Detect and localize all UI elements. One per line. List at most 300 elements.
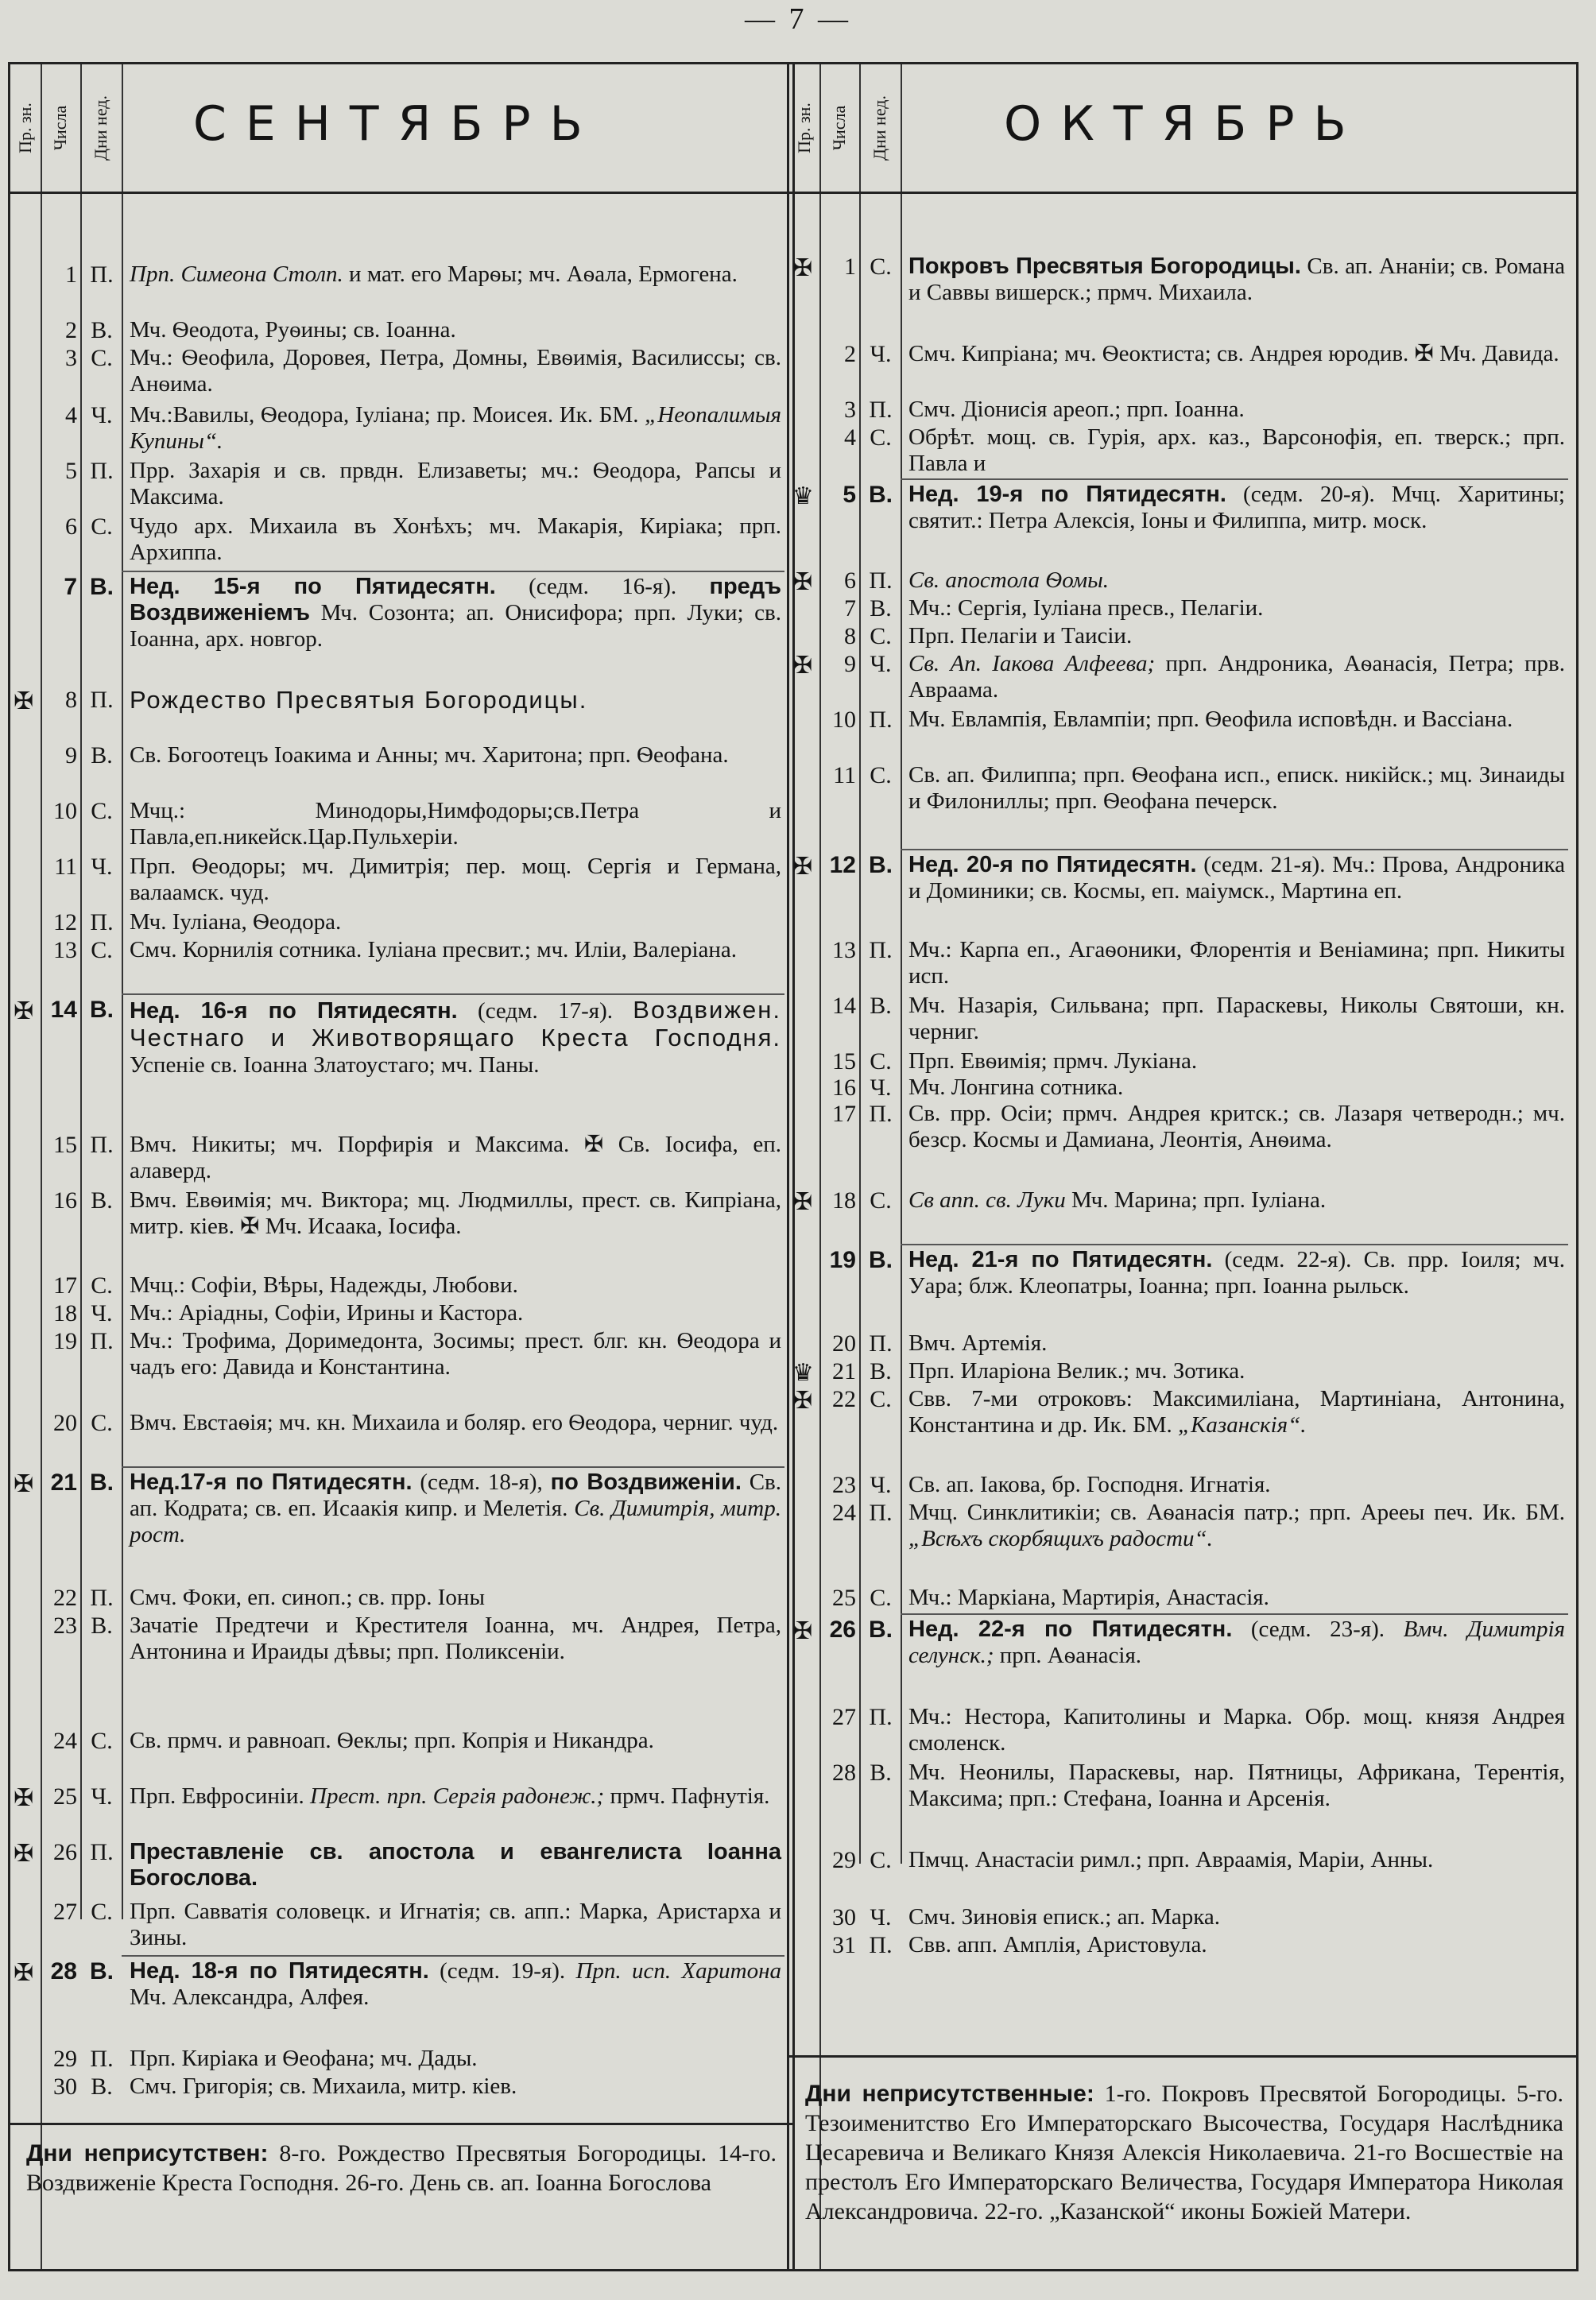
weekday: П. (90, 2046, 114, 2072)
text-segment: Нед. 18-я по Пятидесятн. (130, 1958, 429, 1984)
text-segment: Зачатіе Предтечи и Крестителя Іоанна, мч. Андрея, Петра, Антонина и Ираиды дѣвы; прп. Поликсеніи. (130, 1613, 781, 1664)
header-weekday-label: Дни нед. (870, 95, 889, 161)
entry-text (130, 1300, 781, 1326)
day-number: 12 (53, 909, 77, 935)
day-number: 15 (832, 1048, 856, 1074)
entry-text (130, 261, 781, 288)
sunday-rule (901, 1613, 1568, 1615)
text-segment: Смч. Кипріана; мч. Ѳеоктиста; св. Андрея юродив. ✠ Мч. Давида. (908, 341, 1559, 366)
weekday: П. (869, 1500, 893, 1526)
page-number: — 7 — (745, 2, 851, 36)
text-segment: прмч. Пафнутія. (604, 1783, 770, 1809)
entry-text (908, 1904, 1565, 1930)
entry-text (908, 707, 1565, 733)
text-segment: (седм. 22-я). Св. прр. Іоиля; мч. Уара; блж. Клеопатры, Іоанна; прп. Іоанна рыльск. (908, 1247, 1565, 1299)
entry-text (130, 937, 781, 963)
weekday: П. (90, 1132, 114, 1158)
weekday: В. (870, 1358, 892, 1384)
weekday: С. (870, 1386, 892, 1412)
weekday: В. (870, 993, 892, 1019)
text-segment: Мч. Неонилы, Параскевы, нар. Пятницы, Африкана, Терентія, Максима; прп.: Стефана, Іоанна и Арсенія. (908, 1760, 1565, 1811)
entry-text (130, 798, 781, 850)
text-segment: Мчц. Синклитикіи; св. Аѳанасія патр.; прп. Арееы печ. Ик. БМ. (908, 1500, 1565, 1525)
day-number: 31 (832, 1932, 856, 1958)
weekday: С. (91, 1899, 113, 1925)
entry-text (908, 567, 1565, 594)
day-number: 16 (53, 1187, 77, 1214)
text-segment: Обрѣт. мощ. св. Гурія, арх. каз., Варсонофія, еп. тверск.; прп. Павла и (908, 424, 1565, 476)
weekday: Ч. (870, 651, 892, 677)
text-segment: Мч. Александра, Алфея. (130, 1984, 370, 2010)
entry-text (908, 1358, 1565, 1384)
feast-sign-icon: ✠ (14, 1784, 34, 1812)
entry-text (130, 317, 781, 343)
weekday: С. (91, 1272, 113, 1299)
header-date-column (41, 64, 82, 192)
notes-divider (789, 2055, 1576, 2058)
feast-sign-icon: ✠ (792, 652, 813, 680)
weekday: В. (870, 595, 892, 621)
day-number: 10 (53, 798, 77, 824)
text-segment: Нед. 16-я по Пятидесятн. (130, 998, 458, 1024)
header-sign-label: Пр. зн. (15, 103, 35, 153)
header-weekday-label: Дни нед. (91, 95, 110, 161)
day-number: 30 (832, 1904, 856, 1930)
day-number: 5 (843, 482, 856, 508)
text-segment: Св. Богоотецъ Іоакима и Анны; мч. Харитона; прп. Ѳеофана. (130, 742, 729, 768)
text-segment: Св. ап. Филиппа; прп. Ѳеофана исп., еписк. никійск.; мц. Зинаиды и Филониллы; прп. Ѳеофана печерск. (908, 762, 1565, 814)
entry-text (908, 1472, 1565, 1498)
weekday: П. (90, 1328, 114, 1354)
text-segment: Прп. Киріака и Ѳеофана; мч. Дады. (130, 2046, 478, 2071)
weekday: С. (91, 798, 113, 824)
header-weekday-column (859, 64, 902, 192)
text-segment: Мч.: Маркіана, Мартирія, Анастасія. (908, 1585, 1269, 1610)
weekday: Ч. (91, 1300, 113, 1326)
day-number: 2 (844, 341, 856, 367)
text-segment: Мч.: Сергія, Іуліана пресв., Пелагіи. (908, 595, 1264, 621)
entry-text (130, 909, 781, 935)
sunday-rule (122, 1466, 784, 1468)
text-segment: Мчц.: Минодоры,Нимфодоры;св.Петра и Павла,еп.никейск.Цар.Пульхеріи. (130, 798, 781, 850)
day-number: 27 (53, 1899, 77, 1925)
sunday-rule (901, 849, 1568, 850)
text-segment: Свв. апп. Амплія, Аристовула. (908, 1932, 1207, 1957)
entry-text (908, 1617, 1565, 1669)
entry-text (908, 623, 1565, 649)
text-segment: (седм. 20-я). Мчц. Харитины; святит.: Петра Алексія, Іоны и Филиппа, митр. моск. (908, 482, 1565, 533)
day-number: 24 (53, 1728, 77, 1754)
weekday: П. (90, 909, 114, 935)
text-segment: Прест. прп. Сергія радонеж.; (310, 1783, 605, 1809)
day-number: 19 (829, 1247, 856, 1273)
entry-text (908, 424, 1565, 477)
text-segment: „Неопалимыя Купины“. (130, 402, 781, 454)
sunday-rule (901, 478, 1568, 480)
weekday: П. (869, 1101, 893, 1127)
weekday: П. (90, 458, 114, 484)
weekday: В. (91, 317, 113, 343)
day-number: 22 (832, 1386, 856, 1412)
entry-text (908, 1101, 1565, 1153)
text-segment: Вмч. Артемія. (908, 1330, 1048, 1356)
entry-text (908, 762, 1565, 815)
text-segment: Мч. Ѳеодота, Руѳины; св. Іоанна. (130, 317, 456, 343)
day-number: 11 (54, 854, 77, 880)
text-segment: Прп. Евфросиніи. (130, 1783, 310, 1809)
weekday: В. (869, 482, 893, 508)
entry-text (908, 1048, 1565, 1074)
feast-sign-icon: ✠ (792, 254, 813, 282)
day-number: 26 (53, 1839, 77, 1865)
feast-sign-icon: ♛ (792, 1359, 814, 1387)
text-segment: Мч. Лонгина сотника. (908, 1074, 1124, 1100)
weekday: С. (870, 1187, 892, 1214)
weekday: В. (869, 852, 893, 878)
weekday: П. (869, 1932, 893, 1958)
day-number: 1 (65, 261, 77, 288)
entry-text (130, 854, 781, 906)
feast-sign-icon: ✠ (792, 1387, 813, 1415)
weekday: С. (91, 1728, 113, 1754)
entry-text (130, 1410, 781, 1436)
weekday: С. (870, 424, 892, 451)
text-segment: Смч. Фоки, еп. синоп.; св. прр. Іоны (130, 1585, 485, 1610)
weekday: В. (870, 1760, 892, 1786)
feast-sign-icon: ✠ (14, 687, 34, 715)
text-segment: Чудо арх. Михаила въ Хонѣхъ; мч. Макарія, Киріака; прп. Архиппа. (130, 513, 781, 565)
weekday: С. (870, 1847, 892, 1873)
text-segment: Св. ап. Кодрата; св. еп. Исаакія кипр. и Мелетія. (130, 1469, 781, 1521)
entry-text (130, 1958, 781, 2011)
day-number: 8 (65, 687, 77, 713)
entry-text (130, 1328, 781, 1380)
weekday: Ч. (870, 1074, 892, 1101)
weekday: П. (90, 687, 114, 713)
entry-text (908, 937, 1565, 989)
text-segment: (седм. 19-я). (428, 1958, 576, 1984)
day-number: 3 (65, 345, 77, 371)
entry-text (908, 595, 1565, 621)
day-number: 21 (50, 1469, 77, 1496)
text-segment: „Всѣхъ скорбящихъ радости“. (908, 1526, 1213, 1551)
day-number: 14 (832, 993, 856, 1019)
day-number: 4 (65, 402, 77, 428)
entry-text (908, 254, 1565, 306)
entry-text (908, 1247, 1565, 1299)
weekday: С. (870, 1585, 892, 1611)
column-divider (122, 194, 123, 1919)
entry-text (908, 1074, 1565, 1101)
text-segment: Св. Димитрія, митр. рост. (130, 1496, 782, 1547)
day-number: 28 (50, 1958, 77, 1984)
text-segment: Св. Ап. Іакова Алфеева; (908, 651, 1156, 676)
text-segment: Св. прр. Осіи; прмч. Андрея критск.; св. Лазаря четверодн.; мч. безср. Космы и Дамиана, Леонтія, Анѳима. (908, 1101, 1565, 1152)
sunday-rule (122, 571, 784, 572)
text-segment: Прп. Ѳеодоры; мч. Димитрія; пер. мощ. Сергія и Германа, валаамск. чуд. (130, 854, 781, 905)
text-segment: Мч.: Аріадны, Софіи, Ирины и Кастора. (130, 1300, 524, 1326)
day-number: 10 (832, 707, 856, 733)
entry-text (130, 1469, 781, 1548)
text-segment: Смч. Корнилія сотника. Іуліана пресвит.; мч. Иліи, Валеріана. (130, 937, 738, 962)
notes-divider (10, 2123, 792, 2125)
text-segment: Мч.: Ѳеофила, Доровея, Петра, Домны, Евѳимія, Василиссы; св. Анѳима. (130, 345, 781, 397)
text-segment: (седм. 16-я). (495, 574, 710, 599)
september-notes (26, 2139, 777, 2197)
weekday: С. (91, 1410, 113, 1436)
day-number: 15 (53, 1132, 77, 1158)
day-number: 25 (832, 1585, 856, 1611)
day-number: 5 (65, 458, 77, 484)
day-number: 7 (844, 595, 856, 621)
entry-text (130, 1728, 781, 1754)
entry-text (130, 345, 781, 397)
entry-text (908, 1585, 1565, 1611)
day-number: 13 (832, 937, 856, 963)
day-number: 21 (832, 1358, 856, 1384)
entry-text (130, 1585, 781, 1611)
entry-text (130, 1613, 781, 1665)
october-column (787, 62, 1579, 2271)
entry-text (130, 1839, 781, 1891)
weekday: П. (869, 707, 893, 733)
text-segment: Мчц.: Софіи, Вѣры, Надежды, Любови. (130, 1272, 518, 1298)
entry-text (130, 997, 781, 1078)
day-number: 22 (53, 1585, 77, 1611)
text-segment: Успеніе св. Іоанна Златоустаго; мч. Паны. (130, 1052, 540, 1078)
entry-text (130, 458, 781, 510)
entry-text (130, 1132, 781, 1184)
day-number: 29 (53, 2046, 77, 2072)
month-title-september: СЕНТЯБРЬ (193, 96, 602, 152)
header-date-label: Числа (50, 105, 70, 151)
day-number: 9 (844, 651, 856, 677)
entry-text (130, 742, 781, 769)
entry-text (908, 993, 1565, 1045)
entry-text (130, 574, 781, 652)
text-segment: прп. Аѳанасія. (994, 1643, 1142, 1668)
day-number: 18 (832, 1187, 856, 1214)
day-number: 27 (832, 1704, 856, 1730)
text-segment: Св. апостола Ѳомы. (908, 567, 1110, 593)
text-segment: Нед.17-я по Пятидесятн. (130, 1469, 413, 1495)
header-sign-column (10, 64, 42, 192)
text-segment: (седм. 23-я). (1232, 1617, 1404, 1642)
weekday: В. (91, 2073, 113, 2100)
september-header (10, 64, 792, 194)
text-segment: (седм. 17-я). (457, 998, 633, 1024)
weekday: В. (90, 997, 114, 1023)
text-segment: Св апп. св. Луки (908, 1187, 1066, 1213)
notes-text: 8-го. Рождество Пресвятыя Богородицы. 14-го. Воздвиженіе Креста Господня. 26-го. День св. ап. Іоанна Богослова (26, 2140, 777, 2196)
text-segment: по Воздвиженіи. (550, 1469, 742, 1495)
text-segment: Мч.: Трофима, Доримедонта, Зосимы; прест. блг. кн. Ѳеодора и чадъ его: Давида и Константина. (130, 1328, 781, 1380)
header-date-column (819, 64, 861, 192)
sunday-rule (122, 1955, 784, 1957)
notes-heading: Дни неприсутствен: (26, 2140, 269, 2166)
feast-sign-icon: ♛ (792, 482, 814, 510)
day-number: 17 (53, 1272, 77, 1299)
header-sign-label: Пр. зн. (794, 103, 814, 153)
text-segment: Мч. Назарія, Сильвана; прп. Параскевы, Николы Святоши, кн. черниг. (908, 993, 1565, 1044)
weekday: В. (869, 1617, 893, 1643)
day-number: 11 (833, 762, 856, 788)
text-segment: Прп. Симеона Столп. (130, 261, 343, 287)
day-number: 2 (65, 317, 77, 343)
text-segment: Вмч. Димитрія селунск.; (908, 1617, 1565, 1668)
text-segment: Прп. Иларіона Велик.; мч. Зотика. (908, 1358, 1245, 1384)
text-segment: Нед. 21-я по Пятидесятн. (908, 1247, 1213, 1272)
weekday: В. (869, 1247, 893, 1273)
day-number: 3 (844, 397, 856, 423)
weekday: С. (91, 345, 113, 371)
text-segment: (седм. 18-я), (412, 1469, 551, 1495)
day-number: 8 (844, 623, 856, 649)
text-segment: Воздвижен. Честнаго и Животворящаго Креста Господня. (130, 996, 781, 1051)
entry-text (130, 2046, 781, 2072)
text-segment: Св. ап. Ананіи; св. Романа и Саввы вишерск.; прмч. Михаила. (908, 254, 1565, 305)
entry-text (908, 1932, 1565, 1958)
october-header (789, 64, 1576, 194)
weekday: В. (90, 1469, 114, 1496)
entry-text (908, 482, 1565, 534)
text-segment: „Казанскія“. (1178, 1412, 1307, 1438)
day-number: 16 (832, 1074, 856, 1101)
entry-text (908, 1187, 1565, 1214)
day-number: 25 (53, 1783, 77, 1810)
weekday: П. (869, 1704, 893, 1730)
day-number: 9 (65, 742, 77, 769)
feast-sign-icon: ✠ (792, 1188, 813, 1216)
text-segment: Прп. Савватія соловецк. и Игнатія; св. апп.: Марка, Аристарха и Зины. (130, 1899, 781, 1950)
notes-text: 1-го. Покровъ Пресвятой Богородицы. 5-го. Тезоименитство Его Императорскаго Высочества, Государя Наслѣдника Цесаревича и Великаго Князя Алексія Николаевича. 21-го Восшествіе на престолъ Его Императорскаго Величества, Государя Императора Николая Александровича. 22-го. „Казанской“ иконы Божіей Матери. (805, 2081, 1563, 2224)
notes-heading: Дни неприсутственные: (805, 2081, 1094, 2107)
weekday: С. (870, 762, 892, 788)
weekday: Ч. (870, 1904, 892, 1930)
entry-text (130, 402, 781, 455)
entry-text (130, 1187, 781, 1240)
day-number: 13 (53, 937, 77, 963)
text-segment: Нед. 22-я по Пятидесятн. (908, 1617, 1233, 1642)
feast-sign-icon: ✠ (14, 1959, 34, 1987)
day-number: 29 (832, 1847, 856, 1873)
text-segment: Рождество Пресвятыя Богородицы. (130, 686, 588, 714)
day-number: 19 (53, 1328, 77, 1354)
day-number: 24 (832, 1500, 856, 1526)
entry-text (130, 687, 781, 714)
text-segment: Нед. 19-я по Пятидесятн. (908, 482, 1226, 507)
entry-text (130, 1899, 781, 1951)
entry-text (908, 1704, 1565, 1756)
day-number: 12 (829, 852, 856, 878)
september-column (8, 62, 795, 2271)
day-number: 17 (832, 1101, 856, 1127)
text-segment: Мч.: Нестора, Капитолины и Марка. Обр. мощ. князя Андрея смоленск. (908, 1704, 1565, 1756)
day-number: 1 (844, 254, 856, 280)
entry-text (908, 1330, 1565, 1357)
entry-text (130, 513, 781, 566)
text-segment: Смч. Григорія; св. Михаила, митр. кіев. (130, 2073, 517, 2099)
text-segment: Нед. 15-я по Пятидесятн. (130, 574, 496, 599)
weekday: П. (90, 261, 114, 288)
day-number: 6 (65, 513, 77, 540)
text-segment: Мч.:Вавилы, Ѳеодора, Іуліана; пр. Моисея. Ик. БМ. (130, 402, 645, 428)
entry-text (908, 397, 1565, 423)
weekday: Ч. (91, 402, 113, 428)
day-number: 6 (844, 567, 856, 594)
weekday: Ч. (870, 341, 892, 367)
text-segment: Вмч. Никиты; мч. Порфирія и Максима. ✠ Св. Іосифа, еп. алаверд. (130, 1132, 781, 1183)
text-segment: Преставленіе св. апостола и евангелиста Іоанна Богослова. (130, 1839, 781, 1891)
text-segment: Пмчц. Анастасіи римл.; прп. Авраамія, Маріи, Анны. (908, 1847, 1434, 1872)
feast-sign-icon: ✠ (14, 1470, 34, 1498)
header-date-label: Числа (829, 105, 849, 151)
day-number: 20 (53, 1410, 77, 1436)
text-segment: Мч.: Карпа еп., Агаѳоники, Флорентія и Веніамина; прп. Никиты исп. (908, 937, 1565, 989)
entry-text (908, 1386, 1565, 1438)
text-segment: Прп. Пелагіи и Таисіи. (908, 623, 1133, 649)
text-segment: Вмч. Евстаѳія; мч. кн. Михаила и боляр. его Ѳеодора, черниг. чуд. (130, 1410, 779, 1435)
entry-text (130, 2073, 781, 2100)
text-segment: Прр. Захарія и св. првдн. Елизаветы; мч.: Ѳеодора, Рапсы и Максима. (130, 458, 781, 509)
text-segment: Свв. 7-ми отроковъ: Максимиліана, Мартиніана, Антонина, Константина и др. Ик. БМ. (908, 1386, 1565, 1438)
sunday-rule (122, 993, 784, 995)
sunday-rule (901, 1244, 1568, 1245)
entry-text (908, 651, 1565, 703)
text-segment: Покровъ Пресвятыя Богородицы. (908, 254, 1301, 279)
day-number: 20 (832, 1330, 856, 1357)
header-weekday-column (80, 64, 123, 192)
text-segment: Прп. Евѳимія; прмч. Лукіана. (908, 1048, 1198, 1074)
weekday: С. (91, 937, 113, 963)
header-sign-column (789, 64, 821, 192)
feast-sign-icon: ✠ (14, 997, 34, 1025)
day-number: 18 (53, 1300, 77, 1326)
text-segment: Св. прмч. и равноап. Ѳеклы; прп. Копрія и Никандра. (130, 1728, 654, 1753)
entry-text (908, 1847, 1565, 1873)
text-segment: Вмч. Евѳимія; мч. Виктора; мц. Людмиллы, прест. св. Кипріана, митр. кіев. ✠ Мч. Исаака, Іосифа. (130, 1187, 781, 1239)
feast-sign-icon: ✠ (792, 853, 813, 881)
text-segment: Мч. Марина; прп. Іуліана. (1065, 1187, 1327, 1213)
text-segment: Мч. Евлампія, Евлампіи; прп. Ѳеофила исповѣдн. и Вассіана. (908, 707, 1513, 732)
weekday: В. (90, 1958, 114, 1984)
text-segment: Смч. Діонисія ареоп.; прп. Іоанна. (908, 397, 1245, 422)
entry-text (908, 1500, 1565, 1552)
entry-text (908, 341, 1565, 367)
feast-sign-icon: ✠ (792, 1617, 813, 1645)
entry-text (908, 852, 1565, 904)
feast-sign-icon: ✠ (14, 1840, 34, 1868)
entry-text (130, 1783, 781, 1810)
day-number: 23 (832, 1472, 856, 1498)
month-title-october: ОКТЯБРЬ (1004, 96, 1366, 152)
weekday: Ч. (91, 854, 113, 880)
text-segment: Нед. 20-я по Пятидесятн. (908, 852, 1197, 877)
weekday: С. (91, 513, 113, 540)
text-segment: прп. Андроника, Аѳанасія, Петра; прв. Авраама. (908, 651, 1566, 703)
text-segment: предъ Воздвиженіемъ (130, 574, 781, 625)
text-segment: Прп. исп. Харитона (575, 1958, 781, 1984)
day-number: 26 (829, 1617, 856, 1643)
weekday: С. (870, 623, 892, 649)
day-number: 23 (53, 1613, 77, 1639)
weekday: В. (91, 742, 113, 769)
day-number: 4 (844, 424, 856, 451)
weekday: С. (870, 1048, 892, 1074)
weekday: В. (91, 1187, 113, 1214)
day-number: 7 (64, 574, 77, 600)
weekday: С. (870, 254, 892, 280)
